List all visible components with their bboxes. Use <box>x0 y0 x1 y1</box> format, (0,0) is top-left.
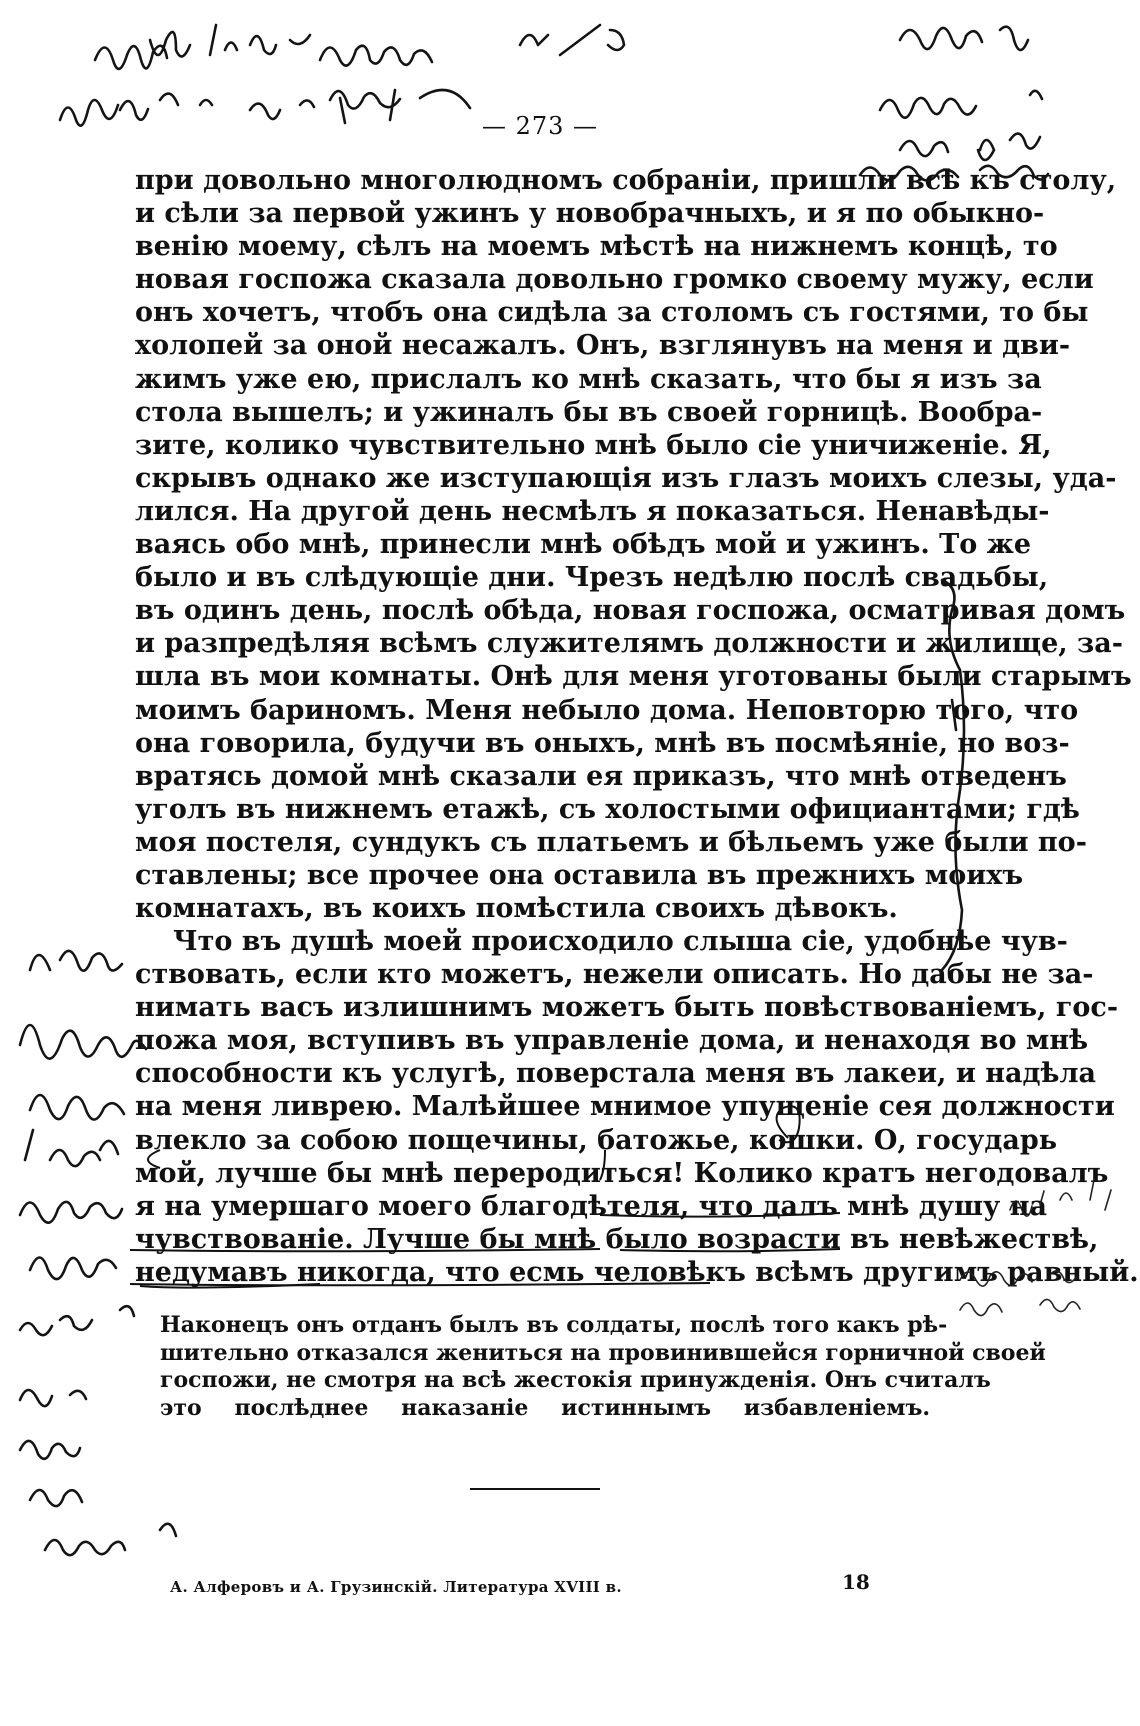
paragraph-line: венію моему, сѣлъ на моемъ мѣстѣ на нижнемъ концѣ, то <box>135 231 1058 263</box>
paragraph-line: она говорила, будучи въ оныхъ, мнѣ въ посмѣяніе, но воз- <box>135 727 1070 759</box>
paragraph-line: Что въ душѣ моей происходило слыша сіе, удобнѣе чув- <box>173 926 1068 957</box>
top-left-handwriting <box>60 25 624 126</box>
paragraph-line: и разпредѣляя всѣмъ служителямъ должности и жилище, за- <box>135 628 1123 660</box>
paragraph-line: стола вышелъ; и ужиналъ бы въ своей горницѣ. Вообра- <box>135 396 1043 428</box>
paragraph-line: комнатахъ, въ коихъ помѣстила своихъ дѣвокъ. <box>135 893 898 925</box>
paragraph-line: уголъ въ нижнемъ етажѣ, съ холостыми официантами; гдѣ <box>135 793 1080 825</box>
main-paragraph-2 <box>135 925 1139 1289</box>
footer-signature: А. Алферовъ и А. Грузинскій. Литература XVIII в. <box>170 1578 622 1596</box>
top-right-handwriting <box>860 27 1048 181</box>
note-line: госпожи, не смотря на всѣ жестокія принужденія. Онъ считалъ <box>160 1367 991 1393</box>
paragraph-line: ваясь обо мнѣ, принесли мнѣ обѣдъ мой и ужинъ. То же <box>135 529 1032 561</box>
section-divider <box>470 1488 600 1490</box>
paragraph-line: ствовать, если кто можетъ, нежели описать. Но дабы не за- <box>135 959 1094 991</box>
note-line: шительно отказался жениться на провинившейся горничной своей <box>160 1339 1046 1366</box>
note-line: Наконецъ онъ отданъ былъ въ солдаты, послѣ того какъ рѣ- <box>160 1312 948 1338</box>
paragraph-line: моимъ бариномъ. Меня небыло дома. Неповторю того, что <box>135 694 1079 726</box>
editorial-note <box>160 1312 1046 1422</box>
paragraph-line: холопей за оной несажалъ. Онъ, взглянувъ на меня и дви- <box>135 330 1071 362</box>
paragraph-line: мой, лучше бы мнѣ переродиться! Колико кратъ негодовалъ <box>135 1157 1109 1189</box>
paragraph-line: въ одинъ день, послѣ обѣда, новая госпожа, осматривая домъ <box>135 595 1126 627</box>
paragraph-line: на меня ливрею. Малѣйшее мнимое упущеніе сея должности <box>135 1091 1115 1123</box>
paragraph-line: новая госпожа сказала довольно громко своему мужу, если <box>135 264 1094 296</box>
paragraph-line: я на умершаго моего благодѣтеля, что далъ мнѣ душу на <box>135 1190 1048 1222</box>
paragraph-line: недумавъ никогда, что есмь человѣкъ всѣмъ другимъ равный. <box>135 1256 1139 1288</box>
paragraph-line: чувствованіе. Лучше бы мнѣ было возрасти въ невѣжествѣ, <box>135 1223 1099 1255</box>
paragraph-line: способности къ услугѣ, поверстала меня въ лакеи, и надѣла <box>135 1058 1097 1090</box>
paragraph-line: и сѣли за первой ужинъ у новобрачныхъ, и я по обыкно- <box>135 198 1045 230</box>
paragraph-line: при довольно многолюдномъ собраніи, пришли всѣ къ столу, <box>135 165 1117 196</box>
paragraph-line: зите, колико чувствительно мнѣ было сіе уничиженіе. Я, <box>135 429 1052 461</box>
paragraph-line: шла въ мои комнаты. Онѣ для меня уготованы были старымъ <box>135 661 1132 693</box>
paragraph-line: влекло за собою пощечины, батожье, кошки. О, государь <box>135 1124 1058 1156</box>
paragraph-line: нимать васъ излишнимъ можетъ быть повѣствованіемъ, гос- <box>135 992 1119 1024</box>
main-paragraph-1 <box>135 164 1132 925</box>
page-number: — 273 — <box>481 112 599 140</box>
paragraph-line: жимъ уже ею, прислалъ ко мнѣ сказать, что бы я изъ за <box>135 363 1042 395</box>
paragraph-line: онъ хочетъ, чтобъ она сидѣла за столомъ съ гостями, то бы <box>135 297 1089 329</box>
paragraph-line: вратясь домой мнѣ сказали ея приказъ, что мнѣ отведенъ <box>135 760 1067 792</box>
paragraph-line: лился. На другой день несмѣлъ я показаться. Ненавѣды- <box>135 495 1050 527</box>
paragraph-line: ставлены; все прочее она оставила въ прежнихъ моихъ <box>135 859 1024 891</box>
paragraph-line: было и въ слѣдующіе дни. Чрезъ недѣлю послѣ свадьбы, <box>135 562 1049 594</box>
paragraph-line: моя постеля, сундукъ съ платьемъ и бѣльемъ уже были по- <box>135 826 1087 858</box>
note-line: это послѣднее наказаніе истиннымъ избавленіемъ. <box>160 1394 930 1421</box>
signature-number: 18 <box>842 1570 870 1594</box>
paragraph-line: скрывъ однако же изступающія изъ глазъ моихъ слезы, уда- <box>135 462 1117 494</box>
paragraph-line: пожа моя, вступивъ въ управленіе дома, и ненаходя во мнѣ <box>135 1025 1089 1057</box>
